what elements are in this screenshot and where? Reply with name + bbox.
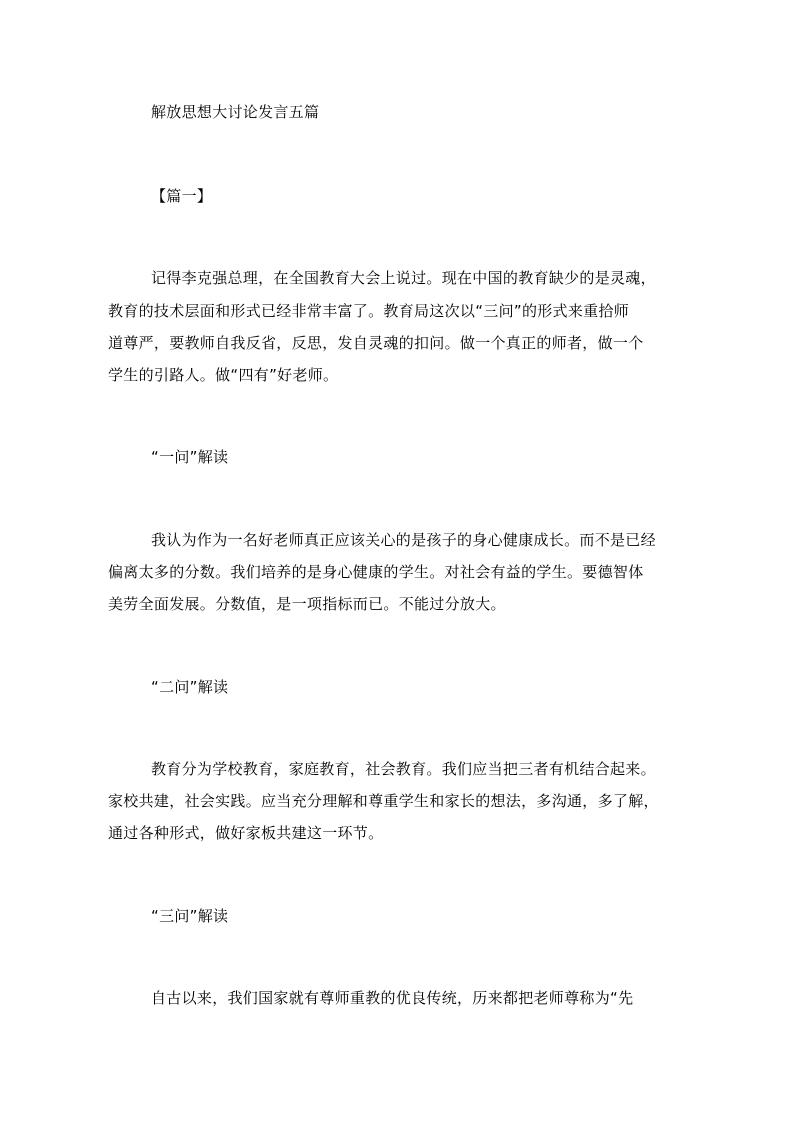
paragraph-line: 学生的引路人。做“四有”好老师。 <box>108 366 339 384</box>
section-label: 【篇一】 <box>151 187 213 205</box>
section-heading: “三问”解读 <box>151 907 229 925</box>
paragraph-line: 偏离太多的分数。我们培养的是身心健康的学生。对社会有益的学生。要德智体 <box>108 563 644 581</box>
paragraph-line: 美劳全面发展。分数值，是一项指标而已。不能过分放大。 <box>108 595 506 613</box>
paragraph-line: 自古以来，我们国家就有尊师重教的优良传统，历来都把老师尊称为“先 <box>151 989 634 1007</box>
paragraph-line: 家校共建，社会实践。应当充分理解和尊重学生和家长的想法，多沟通，多了解， <box>108 792 659 810</box>
paragraph-line: 通过各种形式，做好家板共建这一环节。 <box>108 824 384 842</box>
paragraph-line: 教育的技术层面和形式已经非常丰富了。教育局这次以“三问”的形式来重拾师 <box>108 302 630 320</box>
paragraph-line: 教育分为学校教育，家庭教育，社会教育。我们应当把三者有机结合起来。 <box>151 760 656 778</box>
paragraph-line: 我认为作为一名好老师真正应该关心的是孩子的身心健康成长。而不是已经 <box>151 531 656 549</box>
section-heading: “二问”解读 <box>151 678 229 696</box>
section-heading: “一问”解读 <box>151 448 229 466</box>
paragraph-line: 记得李克强总理，在全国教育大会上说过。现在中国的教育缺少的是灵魂， <box>151 269 656 287</box>
document-title: 解放思想大讨论发言五篇 <box>151 103 320 121</box>
paragraph-line: 道尊严，要教师自我反省，反思，发自灵魂的扣问。做一个真正的师者，做一个 <box>108 334 644 352</box>
